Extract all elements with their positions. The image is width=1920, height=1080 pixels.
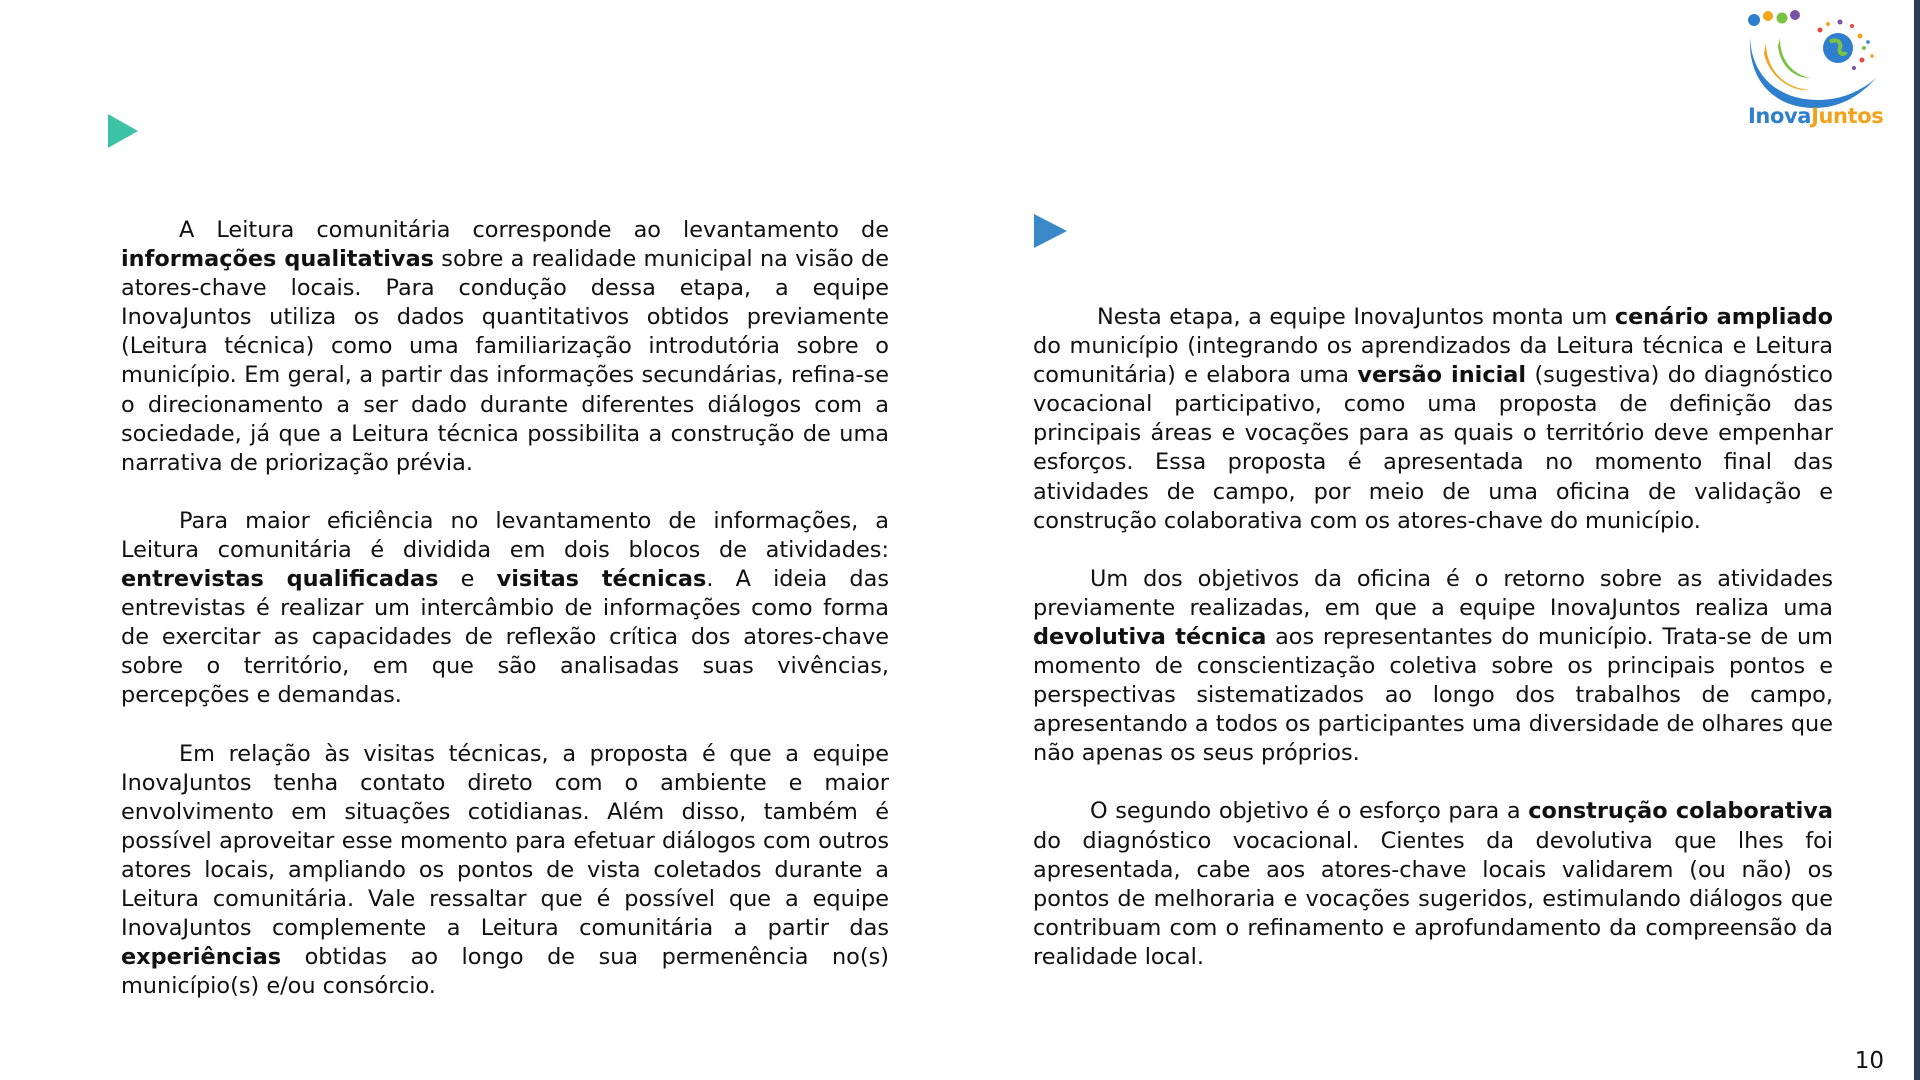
bold-text-run: construção colaborativa — [1528, 798, 1833, 825]
right-section-triangle-icon — [1034, 214, 1067, 248]
bold-text-run: visitas técnicas — [496, 566, 707, 593]
text-run: aos representantes do município. Trata-se de um momento de conscientização coletiva sobre os principais pontos e perspectivas sistematizados ao longo dos trabalhos de campo, apresentando a todos os participantes uma diversidade de olhares que não apenas os seus próprios. — [1033, 623, 1833, 767]
left-paragraph-3 — [121, 740, 889, 1002]
right-text-column — [1033, 303, 1833, 1001]
left-paragraph-2 — [121, 507, 889, 711]
left-paragraph-1 — [121, 216, 889, 478]
right-paragraph-3 — [1033, 797, 1833, 972]
text-run: . A ideia das entrevistas é realizar um intercâmbio de informações como forma de exercitar as capacidades de reflexão crítica dos atores-chave sobre o território, em que são analisadas suas vivências, percepções e demandas. — [121, 566, 889, 709]
text-run: sobre a realidade municipal na visão de atores-chave locais. Para condução dessa etapa, a equipe InovaJuntos utiliza os dados quantitativos obtidos previamente (Leitura técnica) como uma familiarização introdutória sobre o município. Em geral, a partir das informações secundárias, refina-se o direcionamento a ser dado durante diferentes diálogos com a sociedade, já que a Leitura técnica possibilita a construção de uma narrativa de priorização prévia. — [121, 246, 889, 476]
text-run: Nesta etapa, a equipe InovaJuntos monta um — [1097, 304, 1615, 330]
text-run: e — [438, 566, 497, 593]
bold-text-run: experiências — [121, 944, 282, 971]
page-number: 10 — [1854, 1048, 1884, 1074]
text-run: A Leitura comunitária corresponde ao levantamento de — [179, 217, 889, 243]
bold-text-run: cenário ampliado — [1614, 304, 1833, 330]
right-paragraph-1 — [1033, 303, 1833, 536]
left-section-triangle-icon — [108, 114, 138, 148]
text-run: Um dos objetivos da oficina é o retorno sobre as atividades previamente realizadas, em que a equipe InovaJuntos realiza uma — [1033, 565, 1833, 621]
text-run: do município (integrando os aprendizados da Leitura técnica e Leitura comunitária) e elabora uma — [1033, 333, 1833, 389]
text-run: Para maior eficiência no levantamento de informações, a Leitura comunitária é dividida em dois blocos de atividades: — [121, 507, 889, 563]
bold-text-run: entrevistas qualificadas — [121, 566, 439, 593]
logo-wordmark — [1748, 104, 1883, 128]
text-run: Em relação às visitas técnicas, a proposta é que a equipe InovaJuntos tenha contato direto com o ambiente e maior envolvimento em situações cotidianas. Além disso, também é possível aproveitar esse momento para efetuar diálogos com outros atores locais, ampliando os pontos de vista coletados durante a Leitura comunitária. Vale ressaltar que é possível que a equipe InovaJuntos complemente a Leitura comunitária a partir das — [121, 740, 889, 942]
left-text-column — [121, 216, 889, 1030]
bold-text-run: devolutiva técnica — [1033, 623, 1267, 650]
logo-word-inova: Inova — [1748, 104, 1812, 128]
logo-word-juntos: Juntos — [1811, 104, 1884, 128]
text-run: (sugestiva) do diagnóstico vocacional participativo, como uma proposta de definição das principais áreas e vocações para as quais o território deve empenhar esforços. Essa proposta é apresentada no momento final das atividades de campo, por meio de uma oficina de validação e construção colaborativa com os atores-chave do município. — [1033, 362, 1833, 534]
text-run: do diagnóstico vocacional. Cientes da devolutiva que lhes foi apresentada, cabe aos atores-chave locais validarem (ou não) os pontos de melhoraria e vocações sugeridos, estimulando diálogos que contribuam com o refinamento e aprofundamento da compreensão da realidade local. — [1033, 827, 1833, 970]
text-run: O segundo objetivo é o esforço para a — [1090, 798, 1529, 825]
bold-text-run: informações qualitativas — [121, 246, 435, 273]
right-paragraph-2 — [1033, 565, 1833, 769]
page-right-border — [1914, 0, 1920, 1080]
text-run: obtidas ao longo de sua permenência no(s) município(s) e/ou consórcio. — [121, 944, 889, 1000]
bold-text-run: versão inicial — [1357, 362, 1527, 389]
